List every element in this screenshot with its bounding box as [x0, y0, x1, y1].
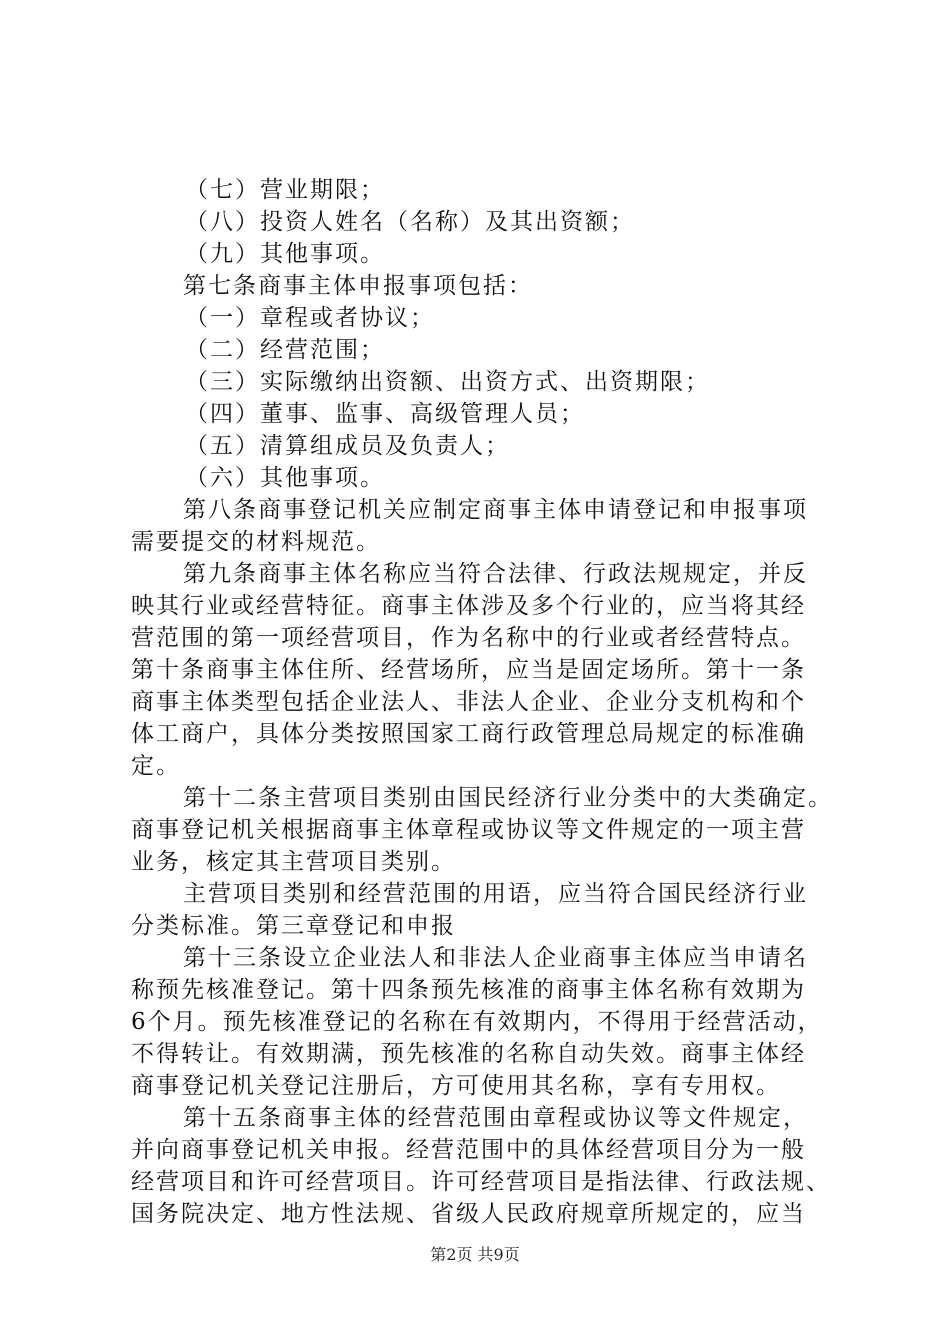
text-line: 商事登记机关登记注册后，方可使用其名称，享有专用权。	[131, 1073, 781, 1099]
text-line: （九）其他事项。	[185, 241, 385, 267]
text-line: （五）清算组成员及负责人；	[185, 433, 510, 459]
text-line: 营范围的第一项经营项目，作为名称中的行业或者经营特点。	[131, 625, 806, 651]
page-footer: 第2页 共9页	[430, 1245, 520, 1264]
text-line: （二）经营范围；	[185, 337, 385, 363]
text-line: 商事登记机关根据商事主体章程或协议等文件规定的一项主营	[131, 817, 806, 843]
text-line: 6个月。预先核准登记的名称在有效期内，不得用于经营活动，	[131, 1009, 823, 1035]
text-line: 第七条商事主体申报事项包括：	[183, 273, 533, 299]
text-line: 商事主体类型包括企业法人、非法人企业、企业分支机构和个	[131, 689, 806, 715]
text-line: 第十二条主营项目类别由国民经济行业分类中的大类确定。	[183, 785, 833, 811]
text-line: 第八条商事登记机关应制定商事主体申请登记和申报事项	[183, 497, 808, 523]
text-line: 国务院决定、地方性法规、省级人民政府规章所规定的，应当	[131, 1201, 806, 1227]
document-body	[131, 174, 841, 1230]
text-line: 第十五条商事主体的经营范围由章程或协议等文件规定，	[183, 1105, 808, 1131]
text-line: 需要提交的材料规范。	[131, 529, 381, 555]
text-line: 第九条商事主体名称应当符合法律、行政法规规定，并反	[183, 561, 808, 587]
text-line: （七）营业期限；	[185, 177, 385, 203]
text-line: 第十条商事主体住所、经营场所，应当是固定场所。第十一条	[131, 657, 806, 683]
text-line: （一）章程或者协议；	[185, 305, 435, 331]
text-line: （三）实际缴纳出资额、出资方式、出资期限；	[185, 369, 710, 395]
text-line: 体工商户，具体分类按照国家工商行政管理总局规定的标准确	[131, 721, 806, 747]
text-line: （八）投资人姓名（名称）及其出资额；	[185, 209, 635, 235]
text-line: （六）其他事项。	[185, 465, 385, 491]
text-line: 分类标准。第三章登记和申报	[131, 913, 456, 939]
text-line: 不得转让。有效期满，预先核准的名称自动失效。商事主体经	[131, 1041, 806, 1067]
text-line: （四）董事、监事、高级管理人员；	[185, 401, 585, 427]
text-line: 并向商事登记机关申报。经营范围中的具体经营项目分为一般	[131, 1137, 806, 1163]
text-line: 定。	[131, 753, 181, 779]
text-line: 第十三条设立企业法人和非法人企业商事主体应当申请名	[183, 945, 808, 971]
text-line: 主营项目类别和经营范围的用语，应当符合国民经济行业	[183, 881, 808, 907]
text-line: 经营项目和许可经营项目。许可经营项目是指法律、行政法规、	[131, 1169, 831, 1195]
text-line: 业务，核定其主营项目类别。	[131, 849, 456, 875]
text-line: 称预先核准登记。第十四条预先核准的商事主体名称有效期为	[131, 977, 806, 1003]
text-line: 映其行业或经营特征。商事主体涉及多个行业的，应当将其经	[131, 593, 806, 619]
